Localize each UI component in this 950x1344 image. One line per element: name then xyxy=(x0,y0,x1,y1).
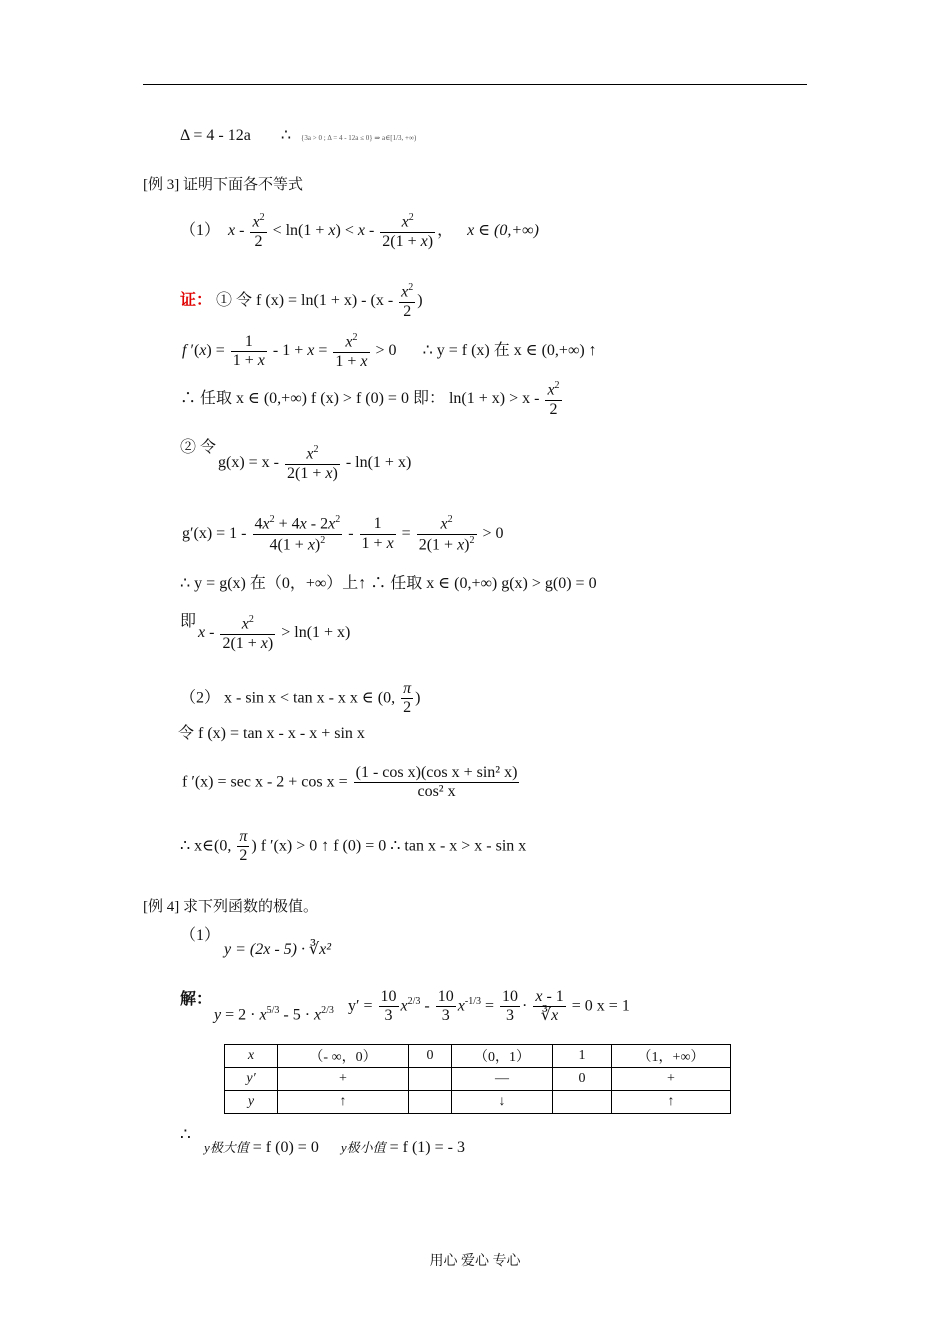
table-row xyxy=(225,1091,731,1114)
therefore-symbol: ∴ xyxy=(280,127,292,144)
table-cell: （1，+∞） xyxy=(612,1045,731,1068)
table-cell: — xyxy=(452,1068,553,1091)
part2-ineq: x - sin x < tan x - x x ∈ (0, xyxy=(224,689,396,707)
ex3-part2: （2） x - sin x < tan x - x x ∈ (0, $\frac{\pi}{2}$ ) xyxy=(180,680,421,717)
ji-label: 即 xyxy=(180,613,197,630)
table-row xyxy=(225,1068,731,1091)
table-cell: （- ∞，0） xyxy=(278,1045,409,1068)
example3-title: [例 3] 证明下面各不等式 xyxy=(143,177,303,193)
table-cell: x xyxy=(225,1045,278,1068)
f2-den: cos² x xyxy=(417,783,456,801)
frac-x2-2-1px: $\frac{x^2}{2(1 + x)}$ xyxy=(382,212,434,250)
final1-tail: > ln(1 + x) xyxy=(281,624,351,642)
concl2-b: ) f ′(x) > 0 ↑ f (0) = 0 ∴ tan x - x > x - sin x xyxy=(251,837,527,855)
f2-num: (1 - cos x)(cos x + sin² x) xyxy=(354,764,520,783)
table-cell: y xyxy=(225,1091,278,1114)
table-row xyxy=(225,1045,731,1068)
g-definition: g(x) = x - $\frac{x^2}{2(1 + x)}$ - ln(1 + x) xyxy=(218,444,412,482)
min-value: = f (1) = - 3 xyxy=(389,1139,465,1156)
min-label: y极小值 xyxy=(340,1140,386,1155)
page-footer: 用心 爱心 专心 xyxy=(429,1254,521,1269)
take-line1: ∴ 任取 x ∈ (0,+∞) f (x) > f (0) = 0 即： ln(1 + x) > x - $\frac{x^2}{2}$ xyxy=(180,380,560,418)
header-rule xyxy=(143,84,807,85)
g-derivative-line: g′(x) = 1 - $\frac{4x^2 + 4x - 2x^2}{4(1 + x)^2}$ - $\frac{1}{1 + x}$ = $\frac{x^2}{2(1 + x)^2}$ > 0 xyxy=(182,514,504,554)
take1-ineq: ln(1 + x) > x - xyxy=(448,390,540,408)
extreme-values xyxy=(204,1140,465,1156)
f2-derivative xyxy=(182,764,521,802)
derivative-expr: y′ = $\frac{10}{3}$ $x^{2/3}$ - $\frac{10}{3}$ $x^{-1/3}$ = $\frac{10}{3}$ · $\frac{x - 1}{∛x}$ = 0 x = 1 xyxy=(348,988,630,1025)
table-cell: ↓ xyxy=(452,1091,553,1114)
increasing1: ∴ y = f (x) 在 x ∈ (0,+∞) ↑ xyxy=(422,342,597,360)
f-derivative-line: f ′(x) = $\frac{1}{1 + x}$ - 1 + x = $\frac{x^2}{1 + x}$ > 0 ∴ y = f (x) 在 x ∈ (0,+∞) ↑ xyxy=(182,332,597,370)
g-def: g(x) = x - xyxy=(218,454,280,472)
delta-line xyxy=(180,128,416,144)
table-cell xyxy=(409,1091,452,1114)
table-cell: + xyxy=(278,1068,409,1091)
ex4-function: y = (2x - 5) · ∛x² xyxy=(224,941,332,958)
solution-label: 解： xyxy=(180,991,213,1008)
table-cell: + xyxy=(612,1068,731,1091)
deriv1-tail: > 0 xyxy=(375,342,397,360)
tiny-condition: {3a > 0 ; Δ = 4 - 12a ≤ 0} ⇒ a∈[1/3, +∞) xyxy=(301,134,417,142)
crit-point: = 0 x = 1 xyxy=(571,997,630,1015)
step1-rhs: f (x) = ln(1 + x) - (x - xyxy=(256,292,394,310)
table-cell: ↑ xyxy=(278,1091,409,1114)
proof-step2 xyxy=(180,440,216,456)
table-cell: 0 xyxy=(409,1045,452,1068)
g-deriv-lhs: g′(x) = 1 - xyxy=(182,524,247,542)
table-cell: y′ xyxy=(225,1068,278,1091)
f2-deriv-lhs: f ′(x) = sec x - 2 + cos x = xyxy=(182,773,348,791)
part2-label: （2） xyxy=(180,689,221,707)
part1-label: （1） xyxy=(180,222,221,240)
take1-text: ∴ 任取 x ∈ (0,+∞) f (x) > f (0) = 0 即： xyxy=(180,390,445,408)
final-therefore: ∴ xyxy=(180,1125,191,1144)
step2-label: ② 令 xyxy=(180,439,217,456)
table-cell xyxy=(409,1068,452,1091)
deriv-lhs: y′ = xyxy=(348,997,373,1015)
delta-expr: Δ = 4 - 12a xyxy=(180,127,251,144)
let-f2: 令 f (x) = tan x - x - x + sin x xyxy=(178,725,365,742)
solution-expr: $y = 2 \cdot x^{5/3} - 5 \cdot x^{2/3}$ xyxy=(214,1005,334,1024)
g-deriv-tail: > 0 xyxy=(482,524,504,542)
max-value: = f (0) = 0 xyxy=(252,1139,319,1156)
table-cell: 1 xyxy=(553,1045,612,1068)
ex4-part1-label: （1） xyxy=(180,927,221,944)
proof-step1: 证： ① 令 f (x) = ln(1 + x) - (x - $\frac{x^2}{2}$ ) xyxy=(180,282,423,320)
proof-label: 证： xyxy=(180,292,213,310)
part1-domain: x ∈ (0,+∞) xyxy=(467,222,539,240)
max-label: y极大值 xyxy=(204,1140,249,1155)
table-cell: 0 xyxy=(553,1068,612,1091)
step1-label: ① 令 xyxy=(216,292,253,310)
final-ineq1: x - $\frac{x^2}{2(1 + x)}$ > ln(1 + x) xyxy=(198,614,351,652)
table-cell: ↑ xyxy=(612,1091,731,1114)
table-cell: （0，1） xyxy=(452,1045,553,1068)
increasing2: ∴ y = g(x) 在（0，+∞）上↑ ∴ 任取 x ∈ (0,+∞) g(x) > g(0) = 0 xyxy=(180,575,597,592)
monotonicity-table xyxy=(224,1044,731,1114)
frac-x2-2: $\frac{x^2}{2}$ xyxy=(252,212,265,250)
part2-close: ) xyxy=(415,689,421,707)
table-cell xyxy=(553,1091,612,1114)
g-def-tail: - ln(1 + x) xyxy=(345,454,412,472)
conclusion2: ∴ x∈(0, $\frac{\pi}{2}$ ) f ′(x) > 0 ↑ f (0) = 0 ∴ tan x - x > x - sin x xyxy=(180,828,527,865)
ex3-part1: （1） x - $\frac{x^2}{2}$ < ln(1 + x) < x - $\frac{x^2}{2(1 + x)}$ ， x ∈ (0,+∞) xyxy=(180,212,539,250)
concl2-a: ∴ x∈(0, xyxy=(180,837,232,855)
example4-title: [例 4] 求下列函数的极值。 xyxy=(143,899,318,915)
